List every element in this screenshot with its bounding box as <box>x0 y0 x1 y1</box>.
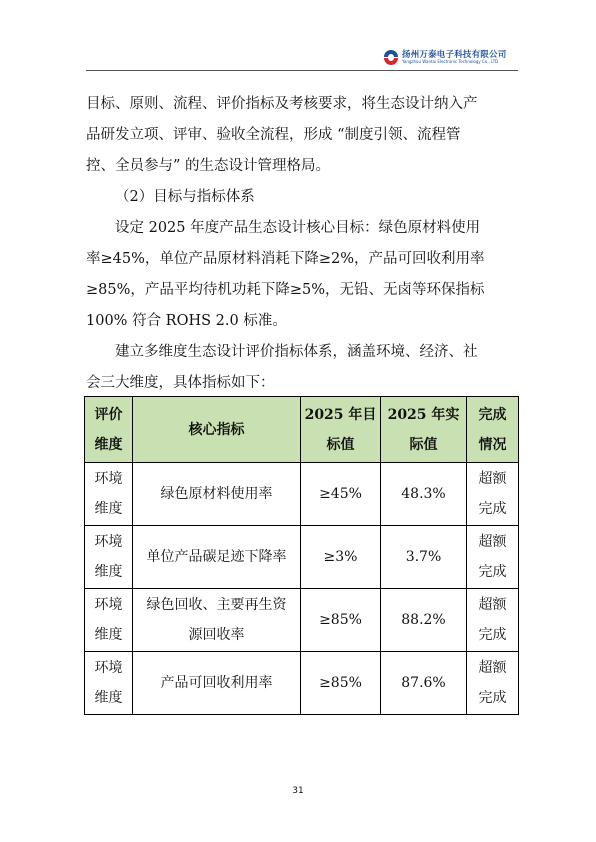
cell-target: ≥85% <box>301 589 381 652</box>
cell-actual: 87.6% <box>381 652 467 715</box>
table-row <box>85 526 519 589</box>
cell-indicator: 单位产品碳足迹下降率 <box>133 526 301 589</box>
table-row <box>85 463 519 526</box>
table-row <box>85 652 519 715</box>
cell-dimension: 环境 维度 <box>85 526 133 589</box>
cell-target: ≥85% <box>301 652 381 715</box>
paragraph-line: 品研发立项、评审、验收全流程，形成 “制度引领、流程管 <box>86 127 461 143</box>
cell-target: ≥45% <box>301 463 381 526</box>
paragraph-line: 会三大维度，具体指标如下： <box>86 375 275 391</box>
header-actual: 2025 年实 际值 <box>381 397 467 463</box>
page-number: 31 <box>292 786 304 796</box>
paragraph-line: 100% 符合 ROHS 2.0 标准。 <box>86 313 287 329</box>
header-indicator: 核心指标 <box>133 397 301 463</box>
paragraph-line: 控、全员参与” 的生态设计管理格局。 <box>86 158 331 174</box>
header-rule <box>86 70 518 71</box>
cell-status: 超额 完成 <box>467 589 519 652</box>
cell-dimension: 环境 维度 <box>85 589 133 652</box>
cell-dimension: 环境 维度 <box>85 463 133 526</box>
cell-actual: 88.2% <box>381 589 467 652</box>
cell-indicator: 绿色原材料使用率 <box>133 463 301 526</box>
paragraph-line: 目标、原则、流程、评价指标及考核要求，将生态设计纳入产 <box>86 96 478 112</box>
paragraph-line: ≥85%，产品平均待机功耗下降≥5%，无铅、无卤等环保指标 <box>86 282 485 298</box>
company-name-cn: 扬州万泰电子科技有限公司 <box>402 50 507 60</box>
company-logo-icon <box>382 49 400 65</box>
table-header-row <box>85 397 519 463</box>
header-dimension: 评价 维度 <box>85 397 133 463</box>
cell-actual: 48.3% <box>381 463 467 526</box>
header-status: 完成 情况 <box>467 397 519 463</box>
cell-status: 超额 完成 <box>467 652 519 715</box>
paragraph-line: 率≥45%，单位产品原材料消耗下降≥2%，产品可回收利用率 <box>86 251 485 267</box>
table-row <box>85 589 519 652</box>
cell-dimension: 环境 维度 <box>85 652 133 715</box>
indicator-table <box>84 396 519 715</box>
paragraph-line: 建立多维度生态设计评价指标体系，涵盖环境、经济、社 <box>115 344 478 360</box>
cell-indicator: 产品可回收利用率 <box>133 652 301 715</box>
company-name-en: Yangzhou Wantai Electronic Technology Co., LTD <box>402 59 499 64</box>
cell-status: 超额 完成 <box>467 463 519 526</box>
section-heading: （2）目标与指标体系 <box>115 189 255 205</box>
cell-indicator: 绿色回收、主要再生资 源回收率 <box>133 589 301 652</box>
cell-status: 超额 完成 <box>467 526 519 589</box>
company-logo <box>382 46 518 68</box>
cell-target: ≥3% <box>301 526 381 589</box>
paragraph-line: 设定 2025 年度产品生态设计核心目标：绿色原材料使用 <box>115 220 481 236</box>
header-target: 2025 年目 标值 <box>301 397 381 463</box>
cell-actual: 3.7% <box>381 526 467 589</box>
